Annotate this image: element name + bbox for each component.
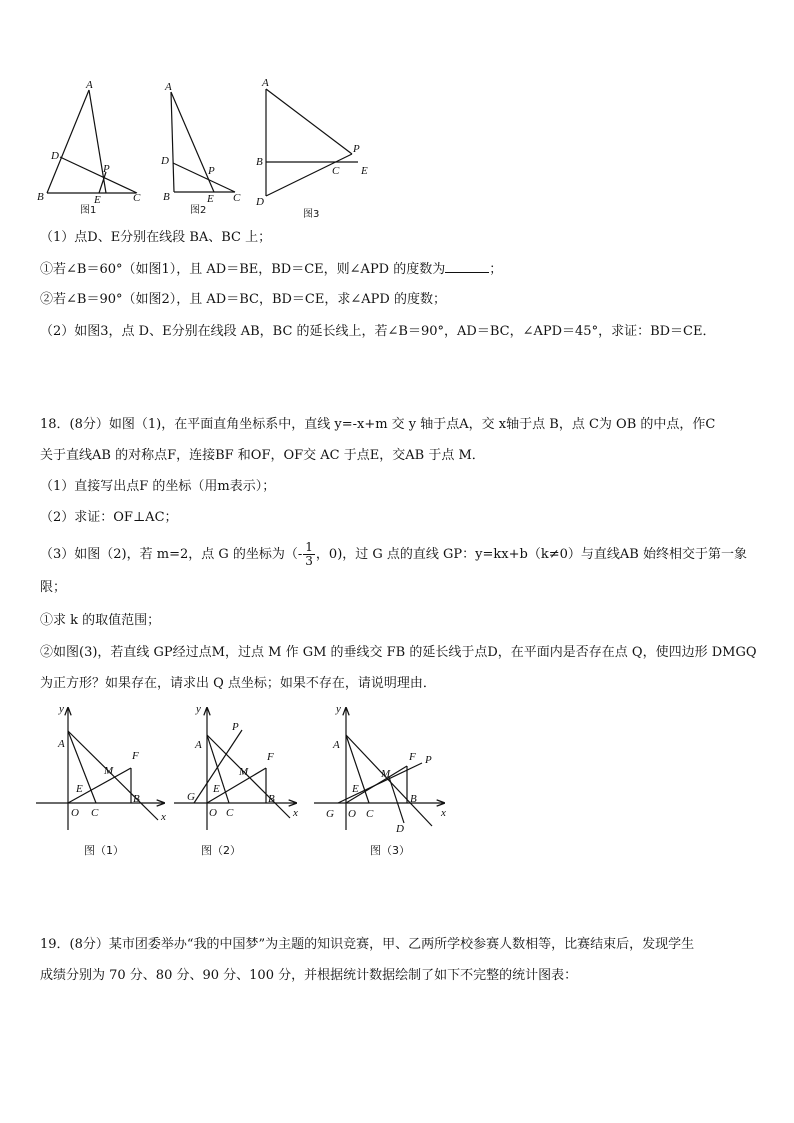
g1-label-C: C bbox=[91, 807, 99, 819]
g2-caption: 图（2） bbox=[201, 844, 241, 857]
g3-label-G: G bbox=[326, 808, 334, 820]
q17-sub1 bbox=[40, 260, 502, 279]
fig1-label-B: B bbox=[37, 191, 44, 203]
fig1-label-E: E bbox=[94, 194, 101, 206]
q18-line1: 18．(8分）如图（1)，在平面直角坐标系中，直线 y=-x+m 交 y 轴于点A，交 x轴于点 B，点 C为 OB 的中点，作C bbox=[40, 417, 716, 432]
g1-caption: 图（1） bbox=[84, 844, 124, 857]
fraction-one-third bbox=[303, 541, 315, 568]
q17-part1: （1）点D、E分别在线段 BA、BC 上； bbox=[40, 230, 272, 245]
fig3-label-E: E bbox=[361, 165, 368, 177]
fig2-label-E: E bbox=[207, 193, 214, 205]
fig2-label-P: P bbox=[208, 165, 215, 177]
fig2-caption: 图2 bbox=[190, 205, 207, 216]
fig3-label-D: D bbox=[256, 196, 264, 208]
q17-sub1-text: ①若∠B＝60°（如图1），且 AD＝BE，BD＝CE，则∠APD 的度数为 bbox=[40, 262, 446, 277]
q17-sub1-end: ； bbox=[489, 262, 503, 277]
g3-label-B: B bbox=[410, 793, 417, 805]
g1-label-A: A bbox=[58, 738, 65, 750]
g2-label-F: F bbox=[267, 751, 274, 763]
fraction-denominator: 3 bbox=[305, 554, 313, 568]
fig2-label-D: D bbox=[161, 155, 169, 167]
g2-label-M: M bbox=[239, 766, 249, 778]
g2-label-y: y bbox=[196, 703, 201, 715]
g1-label-F: F bbox=[132, 750, 139, 762]
fig3-label-A: A bbox=[262, 77, 269, 89]
q18-line4: （2）求证：OF⊥AC； bbox=[40, 510, 178, 525]
fig1-label-C: C bbox=[133, 192, 141, 204]
geometry-figures-top bbox=[0, 70, 400, 230]
q17-part2: （2）如图3，点 D、E分别在线段 AB，BC 的延长线上，若∠B＝90°，AD＝BC，∠APD＝45°，求证：BD＝CE． bbox=[40, 324, 716, 339]
g2-label-A: A bbox=[195, 739, 202, 751]
fig1-label-D: D bbox=[51, 150, 59, 162]
q18-line5-start: （3）如图（2)，若 m=2，点 G 的坐标为（- bbox=[40, 547, 303, 562]
q18-line3: （1）直接写出点F 的坐标（用m表示）； bbox=[40, 479, 276, 494]
g3-label-x: x bbox=[441, 807, 446, 819]
answer-blank bbox=[445, 260, 489, 273]
g3-label-D: D bbox=[396, 823, 404, 835]
g3-label-A: A bbox=[333, 739, 340, 751]
graph-1 bbox=[36, 708, 164, 830]
g2-label-x: x bbox=[293, 807, 298, 819]
g1-label-O: O bbox=[71, 807, 79, 819]
q18-line9: 为正方形？如果存在，请求出 Q 点坐标；如果不存在，请说明理由． bbox=[40, 676, 436, 691]
g1-label-M: M bbox=[104, 765, 114, 777]
fig2-label-A: A bbox=[165, 81, 172, 93]
fig1-caption: 图1 bbox=[80, 205, 97, 216]
g3-label-O: O bbox=[348, 808, 356, 820]
fig1-label-P: P bbox=[103, 163, 110, 175]
fraction-numerator: 1 bbox=[305, 540, 313, 554]
g2-label-B: B bbox=[268, 793, 275, 805]
q18-line2: 关于直线AB 的对称点F，连接BF 和OF，OF交 AC 于点E，交AB 于点 M． bbox=[40, 448, 485, 463]
q19-line1: 19．(8分）某市团委举办“我的中国梦”为主题的知识竞赛，甲、乙两所学校参赛人数相等，比赛结束后，发现学生 bbox=[40, 937, 695, 952]
q18-line5-end: ，0)，过 G 点的直线 GP：y=kx+b（k≠0）与直线AB 始终相交于第一象 bbox=[315, 547, 747, 562]
g3-label-C: C bbox=[366, 808, 374, 820]
coordinate-figures bbox=[0, 700, 460, 865]
q18-line5 bbox=[40, 541, 747, 568]
q18-line6: 限； bbox=[40, 580, 67, 595]
fig3-label-B: B bbox=[256, 156, 263, 168]
q18-line8: ②如图(3)，若直线 GP经过点M，过点 M 作 GM 的垂线交 FB 的延长线于点D，在平面内是否存在点 Q，使四边形 DMGQ bbox=[40, 645, 757, 660]
g3-label-M: M bbox=[381, 768, 391, 780]
g3-label-F: F bbox=[409, 751, 416, 763]
g2-label-P: P bbox=[232, 721, 239, 733]
g3-label-P: P bbox=[425, 754, 432, 766]
g1-label-E: E bbox=[76, 783, 83, 795]
fig1-label-A: A bbox=[86, 79, 93, 91]
fig3-label-P: P bbox=[353, 143, 360, 155]
g1-label-B: B bbox=[133, 793, 140, 805]
g3-caption: 图（3） bbox=[370, 844, 410, 857]
q17-sub2: ②若∠B＝90°（如图2），且 AD＝BC，BD＝CE，求∠APD 的度数； bbox=[40, 292, 446, 307]
g2-label-E: E bbox=[213, 783, 220, 795]
figure-1 bbox=[47, 90, 137, 193]
g2-label-O: O bbox=[209, 807, 217, 819]
figure-2 bbox=[171, 92, 235, 192]
g1-label-x: x bbox=[161, 811, 166, 823]
fig3-caption: 图3 bbox=[303, 209, 320, 220]
q19-line2: 成绩分别为 70 分、80 分、90 分、100 分，并根据统计数据绘制了如下不完整的统计图表： bbox=[40, 968, 578, 983]
figure-3 bbox=[266, 89, 358, 196]
fig2-label-C: C bbox=[233, 192, 241, 204]
fig3-label-C: C bbox=[332, 165, 340, 177]
fig2-label-B: B bbox=[163, 191, 170, 203]
g3-label-y: y bbox=[336, 703, 341, 715]
g2-label-C: C bbox=[226, 807, 234, 819]
q18-line7: ①求 k 的取值范围； bbox=[40, 613, 161, 628]
g3-label-E: E bbox=[352, 783, 359, 795]
g1-label-y: y bbox=[59, 703, 64, 715]
g2-label-G: G bbox=[187, 791, 195, 803]
